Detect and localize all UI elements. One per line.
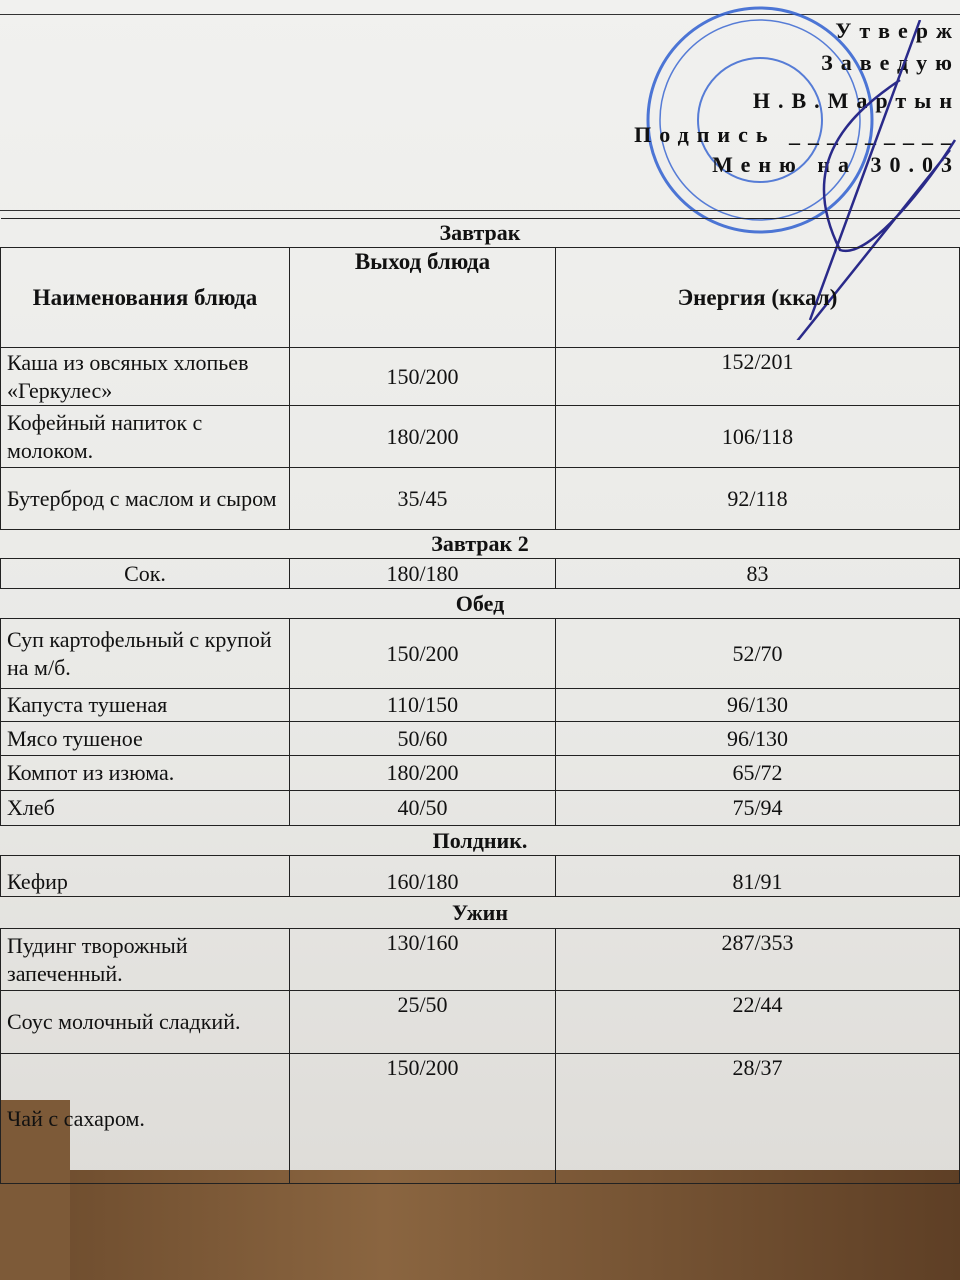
dish-yield: 110/150 (290, 689, 556, 722)
dish-energy: 83 (556, 559, 960, 589)
dish-yield: 180/200 (290, 756, 556, 791)
dish-name: Бутерброд с маслом и сыром (1, 468, 290, 530)
approve-label: Утверж (835, 18, 960, 43)
dish-energy: 65/72 (556, 756, 960, 791)
dish-yield: 180/200 (290, 406, 556, 468)
dish-name: Суп картофельный с крупой на м/б. (1, 619, 290, 689)
dish-yield: 180/180 (290, 559, 556, 589)
menu-table (0, 218, 960, 1184)
dish-name: Пудинг творожный запеченный. (1, 929, 290, 991)
dish-yield: 150/200 (290, 1054, 556, 1184)
dish-yield: 130/160 (290, 929, 556, 991)
dish-energy: 81/91 (556, 856, 960, 897)
dish-yield: 35/45 (290, 468, 556, 530)
dish-energy: 92/118 (556, 468, 960, 530)
dish-name: Сок. (1, 559, 290, 589)
dish-yield: 50/60 (290, 722, 556, 756)
dish-name: Кефир (1, 856, 290, 897)
section-title: Обед (1, 589, 960, 619)
dish-energy: 96/130 (556, 689, 960, 722)
dish-name: Чай с сахаром. (1, 1054, 290, 1184)
dish-name: Капуста тушеная (1, 689, 290, 722)
dish-name: Соус молочный сладкий. (1, 991, 290, 1054)
dish-yield: 150/200 (290, 619, 556, 689)
dish-energy: 52/70 (556, 619, 960, 689)
dish-yield: 150/200 (290, 348, 556, 406)
dish-name: Компот из изюма. (1, 756, 290, 791)
column-header: Выход блюда (290, 248, 556, 348)
signature-line: Подпись _________ (634, 122, 960, 147)
head-title: Заведую (821, 50, 960, 75)
dish-name: Мясо тушеное (1, 722, 290, 756)
dish-energy: 106/118 (556, 406, 960, 468)
head-name: Н.В.Мартын (752, 88, 960, 113)
table-surface (0, 1170, 960, 1280)
menu-date: Меню на 30.03 (712, 152, 960, 177)
dish-energy: 287/353 (556, 929, 960, 991)
column-header: Энергия (ккал) (556, 248, 960, 348)
column-header: Наименования блюда (1, 248, 290, 348)
section-title: Полдник. (1, 826, 960, 856)
dish-energy: 22/44 (556, 991, 960, 1054)
dish-yield: 40/50 (290, 791, 556, 826)
dish-energy: 75/94 (556, 791, 960, 826)
dish-name: Кофейный напиток с молоком. (1, 406, 290, 468)
dish-energy: 28/37 (556, 1054, 960, 1184)
dish-energy: 152/201 (556, 348, 960, 406)
section-title: Завтрак (1, 219, 960, 248)
section-title: Завтрак 2 (1, 530, 960, 559)
dish-energy: 96/130 (556, 722, 960, 756)
dish-yield: 160/180 (290, 856, 556, 897)
dish-yield: 25/50 (290, 991, 556, 1054)
dish-name: Хлеб (1, 791, 290, 826)
section-title: Ужин (1, 897, 960, 929)
dish-name: Каша из овсяных хлопьев «Геркулес» (1, 348, 290, 406)
